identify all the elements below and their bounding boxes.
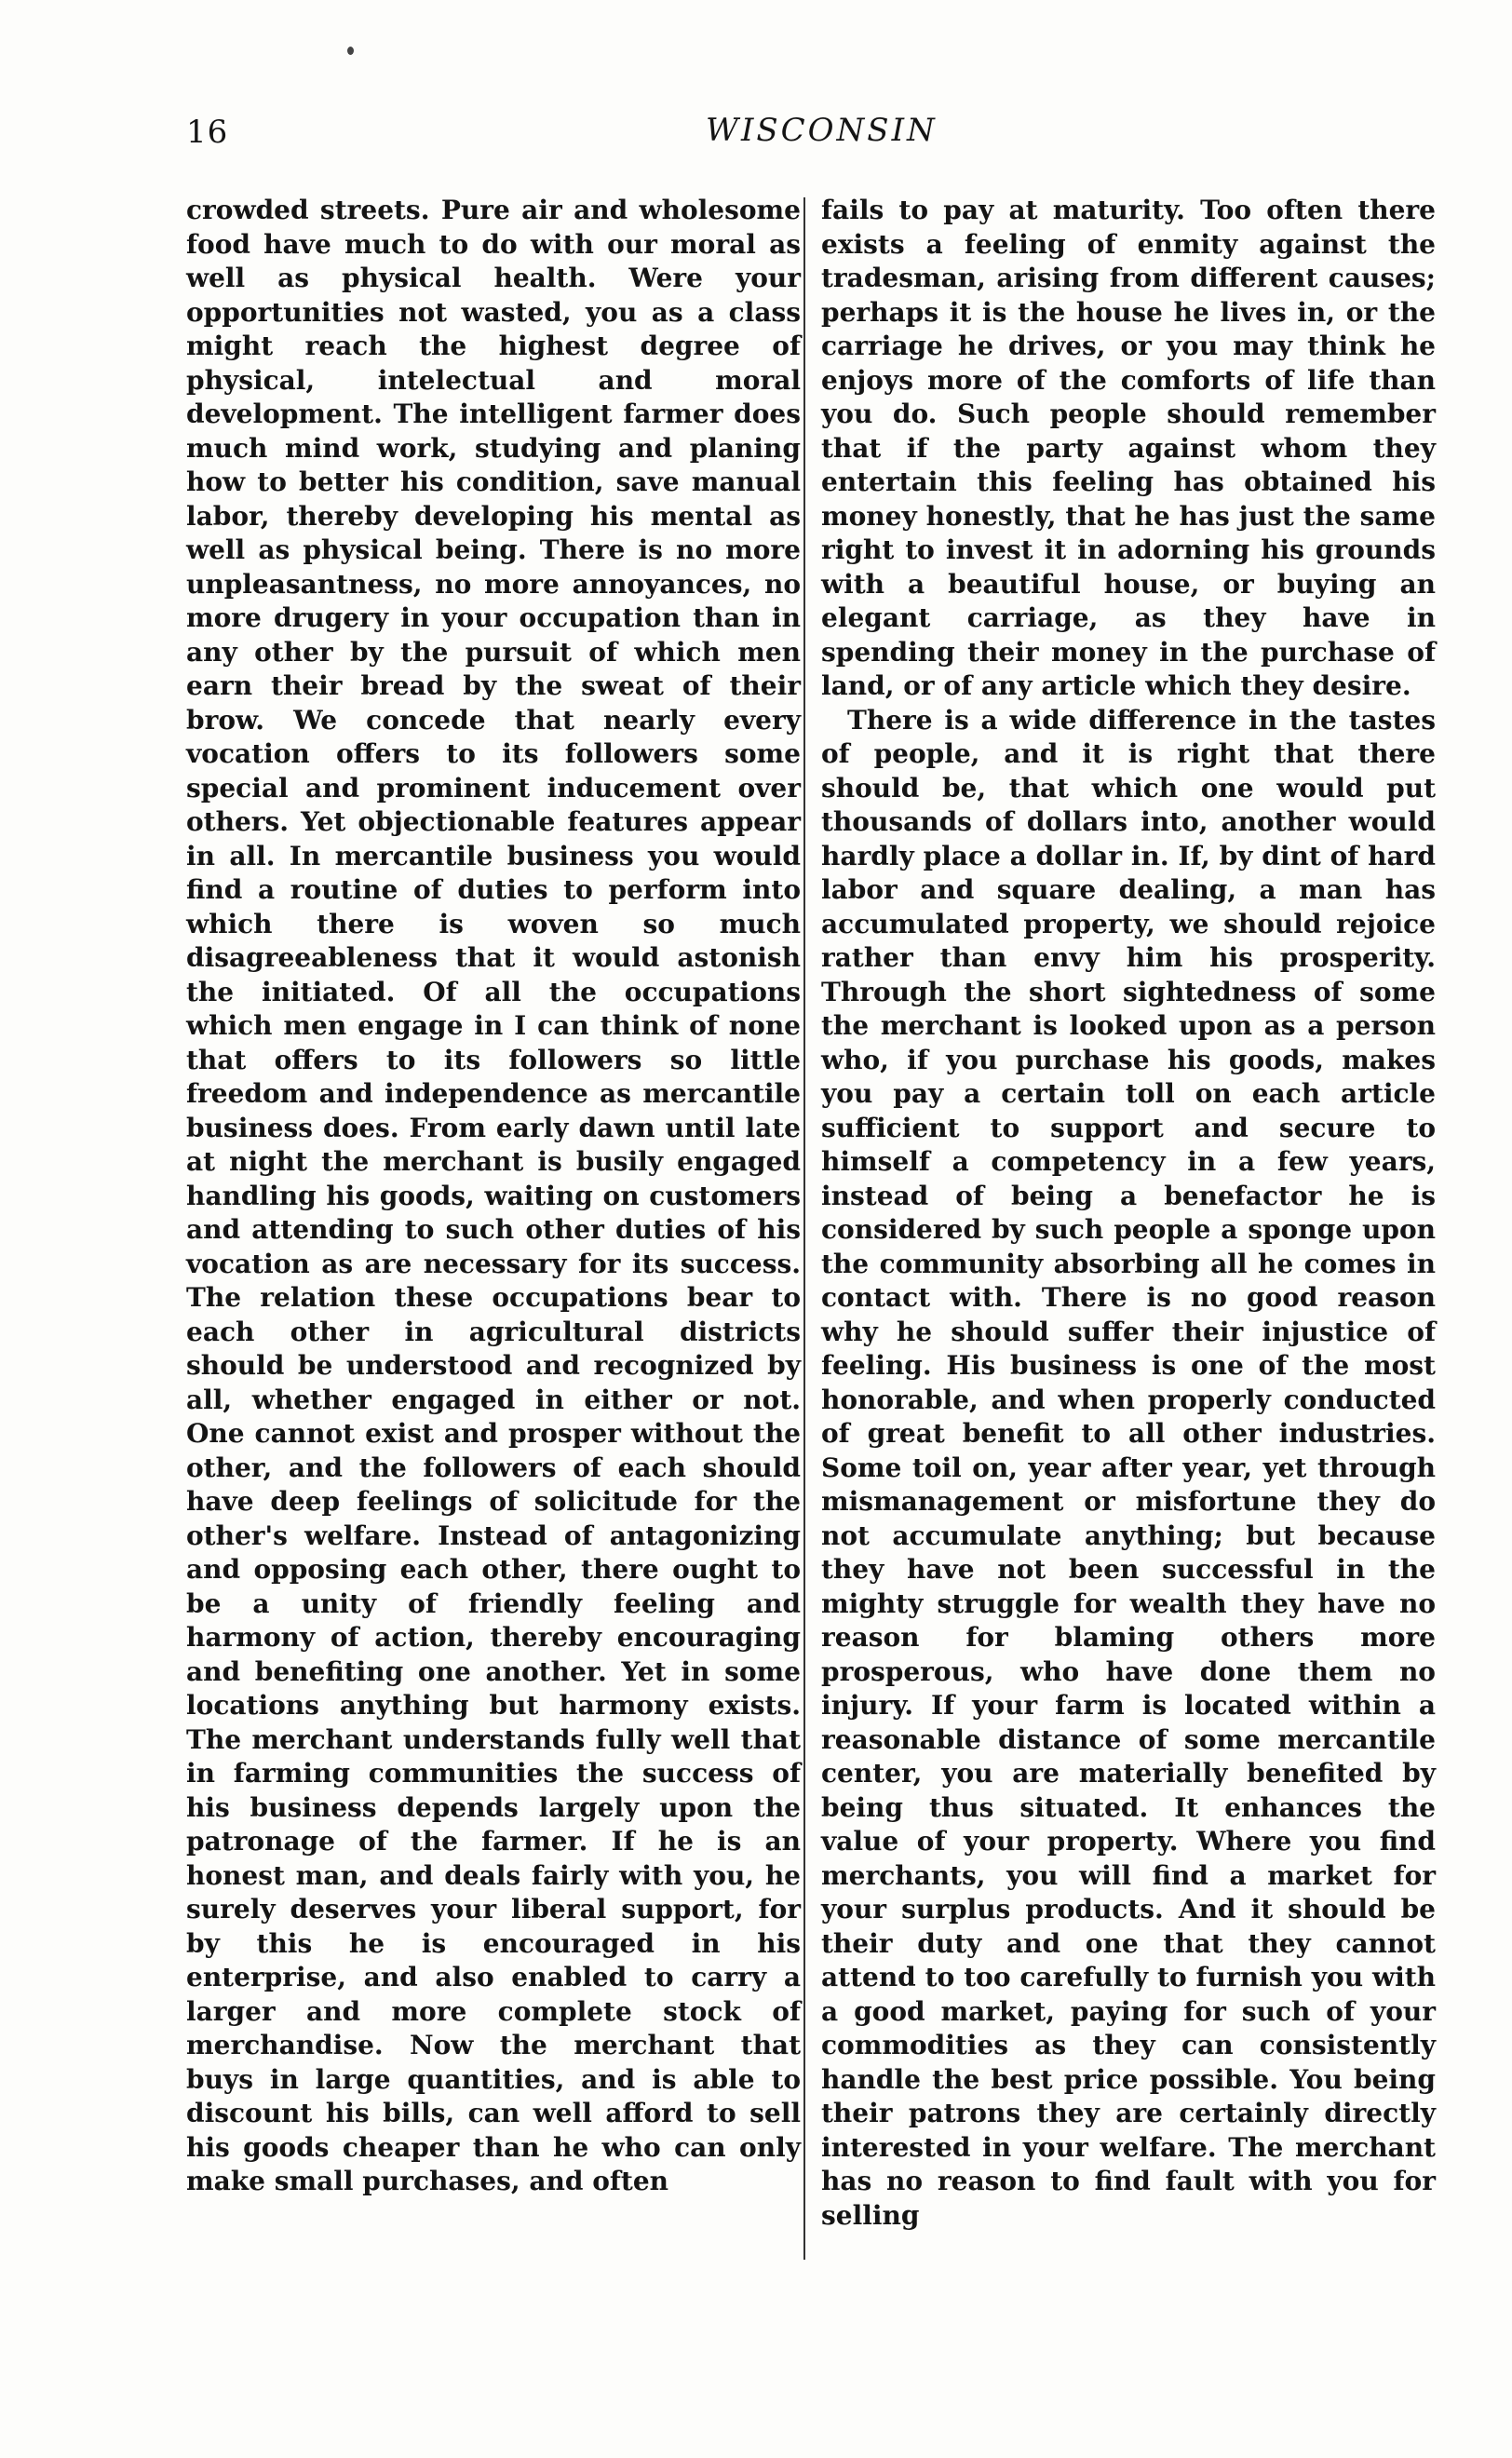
right-column: [821, 194, 1436, 2233]
right-paragraph: There is a wide difference in the tastes of people, and it is right that there should be, that which one would put thousands of dollars into, another would hardly place a dollar in. If, by dint of hard labor and square dealing, a man has accumulated property, we should rejoice rather than envy him his prosperity. Through the short sightedness of some the merchant is looked upon as a person who, if you purchase his goods, makes you pay a certain toll on each article sufficient to support and secure to himself a competency in a few years, instead of being a benefactor he is considered by such people a sponge upon the community absorbing all he comes in contact with. There is no good reason why he should suffer their injustice of feeling. His business is one of the most honorable, and when properly conducted of great benefit to all other industries. Some toil on, year after year, yet through mismanagement or misfortune they do not accumulate anything; but because they have not been successful in the mighty struggle for wealth they have no reason for blaming others more prosperous, who have done them no injury. If your farm is located within a reasonable distance of some mercantile center, you are materially benefited by being thus situated. It enhances the value of your property. Where you find merchants, you will find a market for your surplus products. And it should be their duty and one that they cannot attend to too carefully to furnish you with a good market, paying for such of your commodities as they can consistently handle the best price possible. You being their patrons they are certainly directly interested in your welfare. The merchant has no reason to find fault with you for selling: [821, 704, 1436, 2231]
left-paragraph: crowded streets. Pure air and wholesome food have much to do with our moral as well as physical health. Were your opportunities not wasted, you as a class might reach the highest degree of physical, intelectual and moral development. The intelligent farmer does much mind work, studying and planing how to better his condition, save manual labor, thereby developing his mental as well as physical being. There is no more unpleasantness, no more annoyances, no more drugery in your occupation than in any other by the pursuit of which men earn their bread by the sweat of their brow. We concede that nearly every vocation offers to its followers some special and prominent inducement over others. Yet objectionable features appear in all. In mercantile business you would find a routine of duties to perform into which there is woven so much disagreeableness that it would astonish the initiated. Of all the occupations which men engage in I can think of none that offers to its followers so little freedom and independence as mercantile business does. From early dawn until late at night the merchant is busily engaged handling his goods, waiting on customers and attending to such other duties of his vocation as are necessary for its success. The relation these occupations bear to each other in agricultural districts should be understood and recognized by all, whether engaged in either or not. One cannot exist and prosper without the other, and the followers of each should have deep feelings of solicitude for the other's welfare. Instead of antagonizing and opposing each other, there ought to be a unity of friendly feeling and harmony of action, thereby encouraging and benefiting one another. Yet in some locations anything but harmony exists. The merchant understands fully well that in farming communities the success of his business depends largely upon the patronage of the farmer. If he is an honest man, and deals fairly with you, he surely deserves your liberal support, for by this he is encouraged in his enterprise, and also enabled to carry a larger and more complete stock of merchandise. Now the merchant that buys in large quantities, and is able to discount his bills, can well afford to sell his goods cheaper than he who can only make small purchases, and often: [186, 195, 801, 2196]
column-divider: [803, 197, 805, 2260]
left-column: [186, 194, 801, 2199]
ink-speck: [347, 47, 354, 55]
running-head: WISCONSIN: [706, 112, 938, 149]
page-number: 16: [186, 114, 229, 151]
right-paragraph: fails to pay at maturity. Too often there exists a feeling of enmity against the tradesman, arising from different causes; perhaps it is the house he lives in, or the carriage he drives, or you may think he enjoys more of the comforts of life than you do. Such people should remember that if the party against whom they entertain this feeling has obtained his money honestly, that he has just the same right to invest it in adorning his grounds with a beautiful house, or buying an elegant carriage, as they have in spending their money in the purchase of land, or of any article which they desire.: [821, 195, 1436, 701]
